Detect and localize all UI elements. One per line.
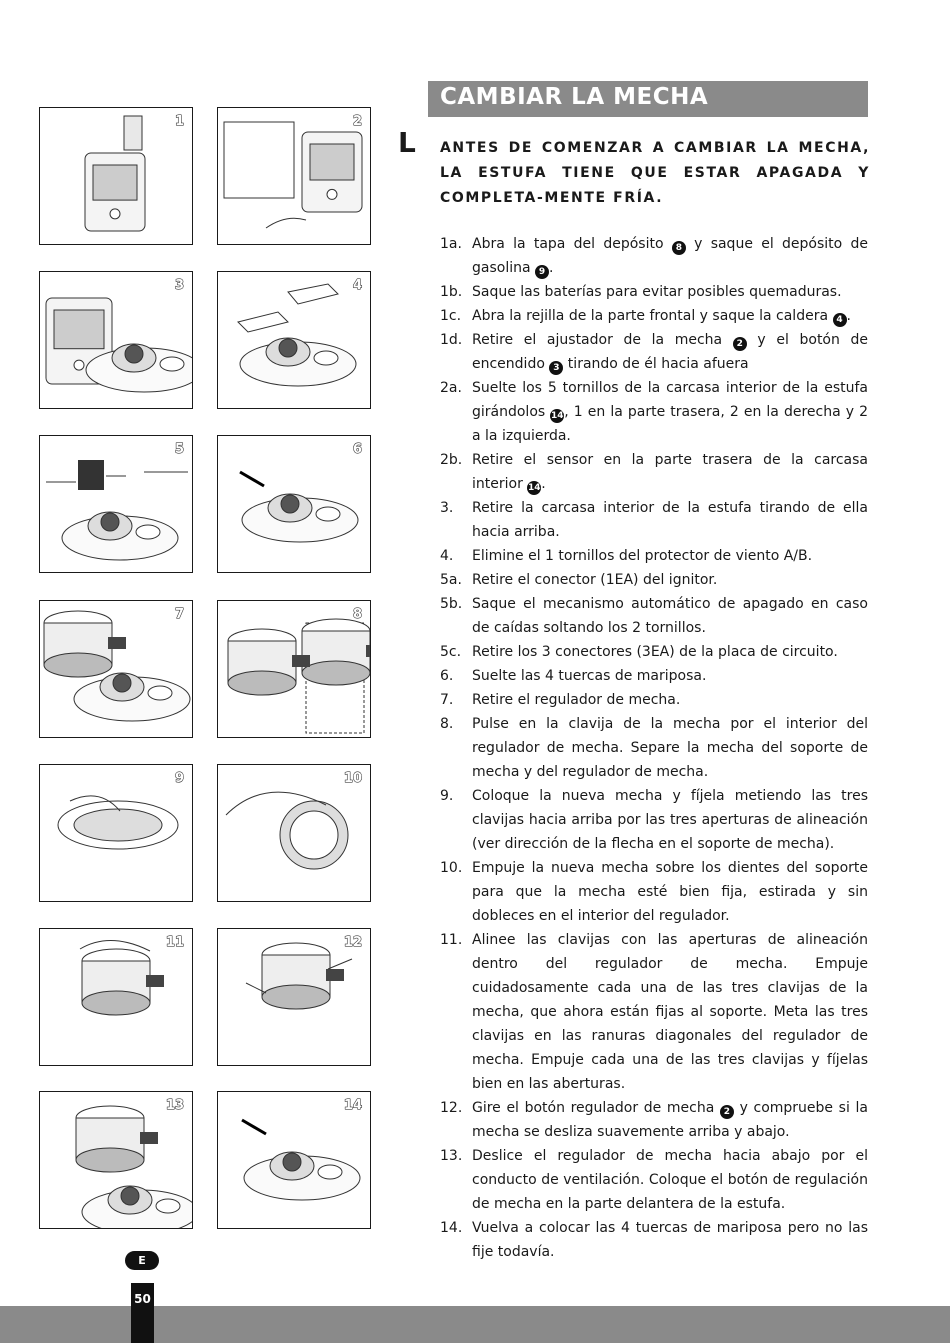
step-text	[472, 280, 868, 304]
illustration-figure-3	[39, 271, 193, 409]
figure-number: 9	[174, 771, 184, 786]
step-text	[472, 232, 868, 280]
step-text-segment: Saque las baterías para evitar posibles quemaduras.	[472, 284, 842, 300]
step-text-segment: Abra la rejilla de la parte frontal y saque la caldera	[472, 308, 833, 324]
page-number: 50	[134, 1292, 151, 1306]
part-number-badge: 14	[551, 411, 564, 421]
step-number: 5c.	[440, 644, 462, 660]
illustration-figure-5	[39, 435, 193, 573]
step-text	[472, 448, 868, 496]
illustration-figure-4	[217, 271, 371, 409]
step-item	[440, 1096, 868, 1144]
figure-drawing	[218, 601, 371, 738]
warning-text: ANTES DE COMENZAR A CAMBIAR LA MECHA, LA ESTUFA TIENE QUE ESTAR APAGADA Y COMPLETA-MENTE FRÍA.	[440, 140, 870, 206]
step-text	[472, 1096, 868, 1144]
step-text	[472, 856, 868, 928]
step-number: 1b.	[440, 284, 463, 300]
illustration-figure-14	[217, 1091, 371, 1229]
illustration-figure-1	[39, 107, 193, 245]
step-text-segment: y saque el depósito de gasolina	[472, 236, 868, 276]
step-text-segment: Gire el botón regulador de mecha	[472, 1100, 720, 1116]
step-number: 12.	[440, 1100, 463, 1116]
step-text-segment: Suelte los 5 tornillos de la carcasa interior de la estufa girándolos	[472, 380, 868, 420]
section-letter: L	[398, 126, 416, 159]
illustration-figure-6	[217, 435, 371, 573]
part-number-badge: 9	[535, 265, 549, 279]
step-number: 11.	[440, 932, 463, 948]
step-text-segment: Pulse en la clavija de la mecha por el interior del regulador de mecha. Separe la mecha del soporte de mecha y del regulador de mecha.	[472, 716, 868, 780]
step-text	[472, 592, 868, 640]
step-text-segment: .	[846, 308, 851, 324]
step-item	[440, 448, 868, 496]
step-item	[440, 712, 868, 784]
step-item	[440, 1144, 868, 1216]
step-text	[472, 496, 868, 544]
step-item	[440, 328, 868, 376]
step-number: 7.	[440, 692, 454, 708]
figure-number: 13	[165, 1098, 184, 1113]
figure-number: 14	[343, 1098, 362, 1113]
figure-drawing	[218, 272, 371, 409]
step-text-segment: Abra la tapa del depósito	[472, 236, 672, 252]
part-number-badge: 2	[733, 337, 747, 351]
illustration-figure-8	[217, 600, 371, 738]
figure-number: 8	[352, 607, 362, 622]
step-text	[472, 568, 868, 592]
step-text	[472, 688, 868, 712]
step-number: 10.	[440, 860, 463, 876]
step-text	[472, 640, 868, 664]
step-text-segment: Empuje la nueva mecha sobre los dientes del soporte para que la mecha esté bien fija, estirada y sin dobleces en el interior del regulador.	[472, 860, 868, 924]
part-number-badge: 8	[672, 241, 686, 255]
figure-drawing	[40, 436, 193, 573]
step-item	[440, 304, 868, 328]
step-item	[440, 496, 868, 544]
step-item	[440, 592, 868, 640]
step-text-segment: Retire el sensor en la parte trasera de la carcasa interior	[472, 452, 868, 492]
step-number: 3.	[440, 500, 454, 516]
language-badge: E	[125, 1251, 159, 1270]
step-text	[472, 784, 868, 856]
illustration-figure-12	[217, 928, 371, 1066]
illustration-figure-2	[217, 107, 371, 245]
step-number: 1c.	[440, 308, 462, 324]
figure-drawing	[40, 272, 193, 409]
step-text	[472, 376, 868, 448]
step-item	[440, 640, 868, 664]
step-number: 5b.	[440, 596, 463, 612]
illustration-figure-13	[39, 1091, 193, 1229]
step-text-segment: Retire la carcasa interior de la estufa tirando de ella hacia arriba.	[472, 500, 868, 540]
step-item	[440, 1216, 868, 1264]
step-text-segment: Coloque la nueva mecha y fíjela metiendo las tres clavijas hacia arriba por las tres aperturas de alineación (ver dirección de la flecha en el soporte de mecha).	[472, 788, 868, 852]
step-text	[472, 1144, 868, 1216]
figure-drawing	[40, 765, 193, 902]
figure-number: 6	[352, 442, 362, 457]
page-tab	[131, 1283, 154, 1343]
figure-number: 10	[343, 771, 362, 786]
part-number-badge: 2	[720, 1105, 734, 1119]
step-text-segment: tirando de él hacia afuera	[563, 356, 749, 372]
step-text-segment: Retire el ajustador de la mecha	[472, 332, 733, 348]
step-item	[440, 544, 868, 568]
figure-drawing	[218, 108, 371, 245]
figure-number: 1	[174, 114, 184, 129]
step-text	[472, 304, 868, 328]
steps-list	[440, 232, 868, 1264]
illustration-figure-10	[217, 764, 371, 902]
step-text	[472, 712, 868, 784]
illustration-figure-11	[39, 928, 193, 1066]
step-item	[440, 376, 868, 448]
step-text-segment: .	[541, 476, 546, 492]
step-text-segment: .	[549, 260, 554, 276]
figure-drawing	[40, 108, 193, 245]
part-number-badge: 14	[528, 483, 541, 493]
step-number: 2a.	[440, 380, 462, 396]
step-text	[472, 928, 868, 1096]
figure-number: 3	[174, 278, 184, 293]
figure-number: 2	[352, 114, 362, 129]
step-item	[440, 232, 868, 280]
step-number: 1a.	[440, 236, 462, 252]
step-number: 14.	[440, 1220, 463, 1236]
step-text-segment: Suelte las 4 tuercas de mariposa.	[472, 668, 707, 684]
step-item	[440, 688, 868, 712]
step-text-segment: y el botón de encendido	[472, 332, 869, 372]
step-text	[472, 328, 868, 376]
step-text-segment: Retire el conector (1EA) del ignitor.	[472, 572, 718, 588]
figure-number: 4	[352, 278, 362, 293]
step-number: 4.	[440, 548, 454, 564]
section-title-bar	[428, 81, 868, 117]
step-item	[440, 664, 868, 688]
figure-drawing	[218, 436, 371, 573]
part-number-badge: 3	[549, 361, 563, 375]
step-number: 2b.	[440, 452, 463, 468]
illustration-figure-7	[39, 600, 193, 738]
step-text-segment: Retire los 3 conectores (3EA) de la placa de circuito.	[472, 644, 838, 660]
step-item	[440, 280, 868, 304]
step-number: 9.	[440, 788, 454, 804]
step-number: 8.	[440, 716, 454, 732]
figure-number: 5	[174, 442, 184, 457]
figure-number: 7	[174, 607, 184, 622]
step-text-segment: Vuelva a colocar las 4 tuercas de mariposa pero no las fije todavía.	[472, 1220, 868, 1260]
step-number: 13.	[440, 1148, 463, 1164]
part-number-badge: 4	[833, 313, 847, 327]
figure-number: 11	[165, 935, 184, 950]
step-text-segment: Alinee las clavijas con las aperturas de alineación dentro del regulador de mecha. Empuje cuidadosamente cada una de las tres clavijas de la mecha, que ahora están fijas al soporte. Meta las tres clavijas en las ranuras diagonales del regulador de mecha. Empuje cada una de las tres clavijas y fíjelas bien en las aberturas.	[472, 932, 868, 1092]
step-text-segment: , 1 en la parte trasera, 2 en la derecha y 2 a la izquierda.	[472, 404, 868, 444]
step-text-segment: Deslice el regulador de mecha hacia abajo por el conducto de ventilación. Coloque el botón de regulación de mecha en la parte delantera de la estufa.	[472, 1148, 868, 1212]
section-title: CAMBIAR LA MECHA	[440, 84, 709, 110]
step-number: 5a.	[440, 572, 462, 588]
step-text-segment: Saque el mecanismo automático de apagado en caso de caídas soltando los 2 tornillos.	[472, 596, 868, 636]
figure-number: 12	[343, 935, 362, 950]
step-number: 6.	[440, 668, 454, 684]
step-text-segment: y compruebe si la mecha se desliza suavemente arriba y abajo.	[472, 1100, 868, 1140]
step-text-segment: Retire el regulador de mecha.	[472, 692, 681, 708]
step-text	[472, 1216, 868, 1264]
step-item	[440, 856, 868, 928]
step-item	[440, 568, 868, 592]
step-text	[472, 544, 868, 568]
step-item	[440, 928, 868, 1096]
figure-drawing	[40, 601, 193, 738]
step-text	[472, 664, 868, 688]
illustration-figure-9	[39, 764, 193, 902]
step-text-segment: Elimine el 1 tornillos del protector de viento A/B.	[472, 548, 813, 564]
step-item	[440, 784, 868, 856]
step-number: 1d.	[440, 332, 463, 348]
